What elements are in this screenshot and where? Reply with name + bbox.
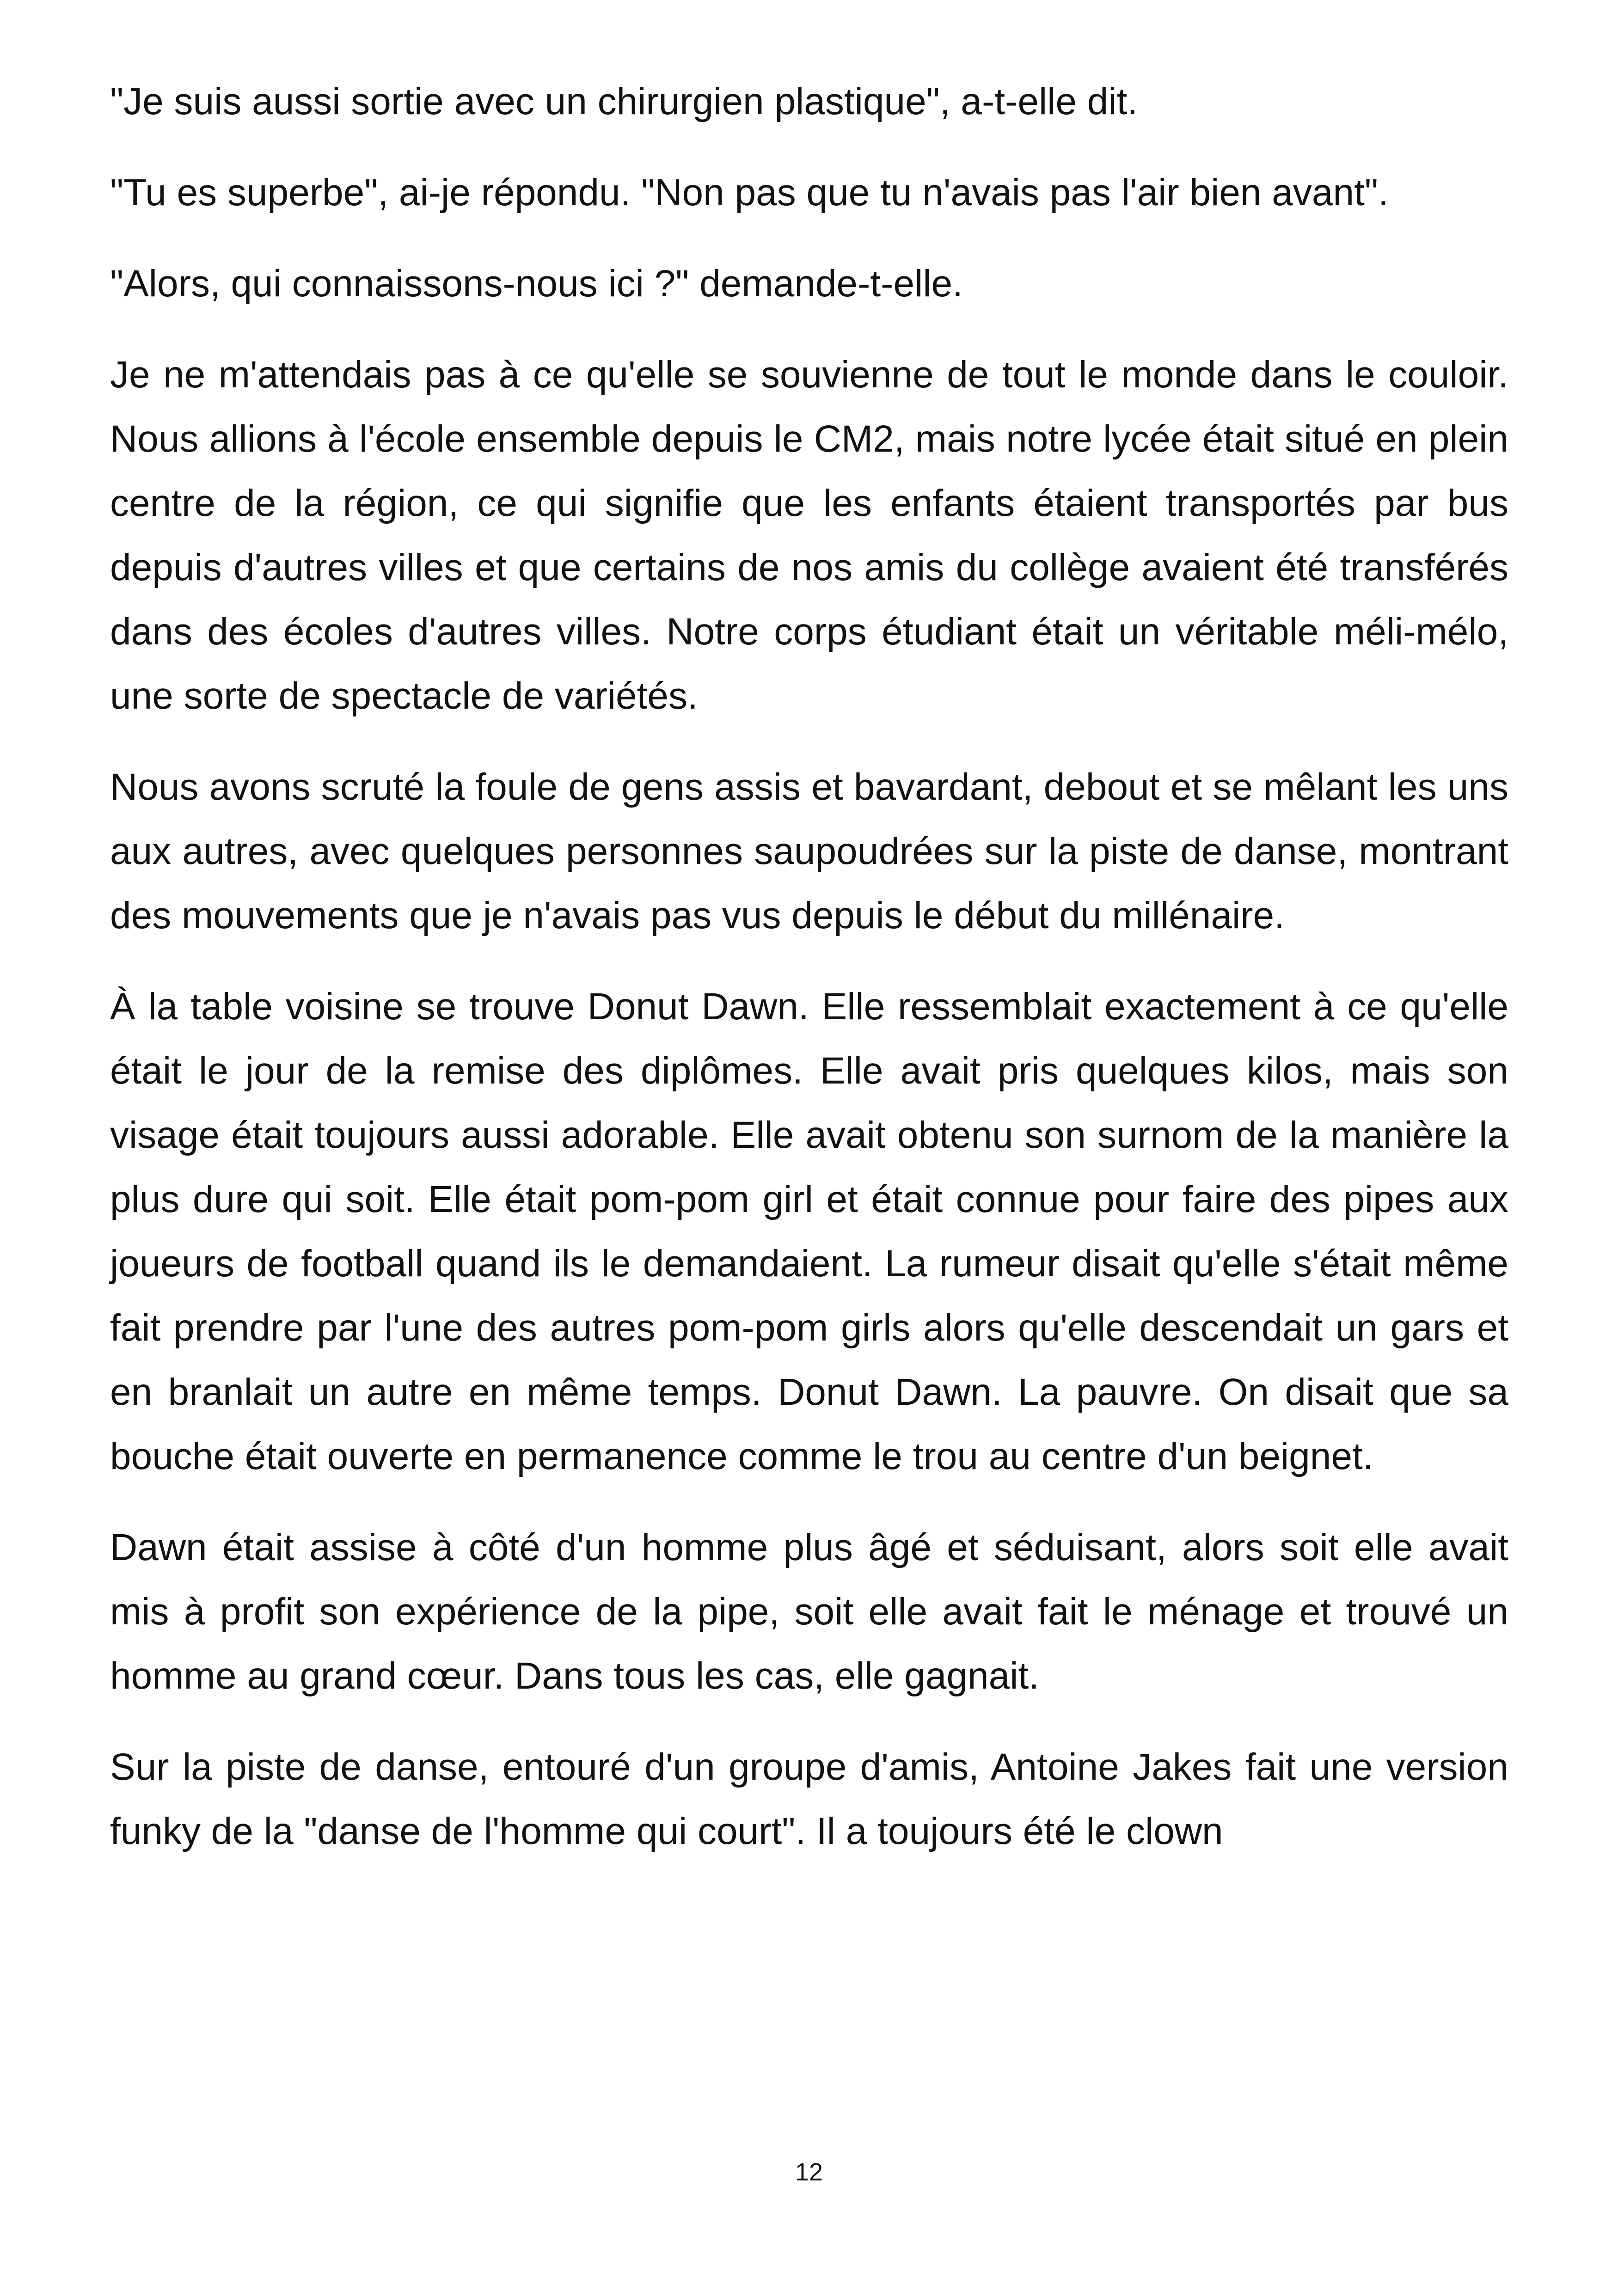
paragraph: "Je suis aussi sortie avec un chirurgien plastique", a-t-elle dit.: [110, 80, 1138, 122]
body-text: [110, 69, 1508, 1890]
paragraph: À la table voisine se trouve Donut Dawn. Elle ressemblait exactement à ce qu'elle était le jour de la remise des diplômes. Elle avait pris quelques kilos, mais son visage était toujours aussi adorable. Elle avait obtenu son surnom de la manière la plus dure qui soit. Elle était pom-pom girl et était connue pour faire des pipes aux joueurs de football quand ils le demandaient. La rumeur disait qu'elle s'était même fait prendre par l'une des autres pom-pom girls alors qu'elle descendait un gars et en branlait un autre en même temps. Donut Dawn. La pauvre. On disait que sa bouche était ouverte en permanence comme le trou au centre d'un beignet.: [110, 986, 1508, 1477]
paragraph: Sur la piste de danse, entouré d'un groupe d'amis, Antoine Jakes fait une version funky de la "danse de l'homme qui court". Il a toujours été le clown: [110, 1746, 1508, 1852]
paragraph: "Tu es superbe", ai-je répondu. "Non pas que tu n'avais pas l'air bien avant".: [110, 171, 1389, 214]
paragraph: Nous avons scruté la foule de gens assis et bavardant, debout et se mêlant les uns aux autres, avec quelques personnes saupoudrées sur la piste de danse, montrant des mouvements que je n'avais pas vus depuis le début du millénaire.: [110, 766, 1508, 937]
paragraph: "Alors, qui connaissons-nous ici ?" demande-t-elle.: [110, 263, 963, 305]
page-number: 12: [795, 2158, 823, 2186]
paragraph: Je ne m'attendais pas à ce qu'elle se souvienne de tout le monde dans le couloir. Nous allions à l'école ensemble depuis le CM2, mais notre lycée était situé en plein centre de la région, ce qui signifie que les enfants étaient transportés par bus depuis d'autres villes et que certains de nos amis du collège avaient été transférés dans des écoles d'autres villes. Notre corps étudiant était un véritable méli-mélo, une sorte de spectacle de variétés.: [110, 354, 1508, 717]
paragraph: Dawn était assise à côté d'un homme plus âgé et séduisant, alors soit elle avait mis à profit son expérience de la pipe, soit elle avait fait le ménage et trouvé un homme au grand cœur. Dans tous les cas, elle gagnait.: [110, 1526, 1508, 1697]
